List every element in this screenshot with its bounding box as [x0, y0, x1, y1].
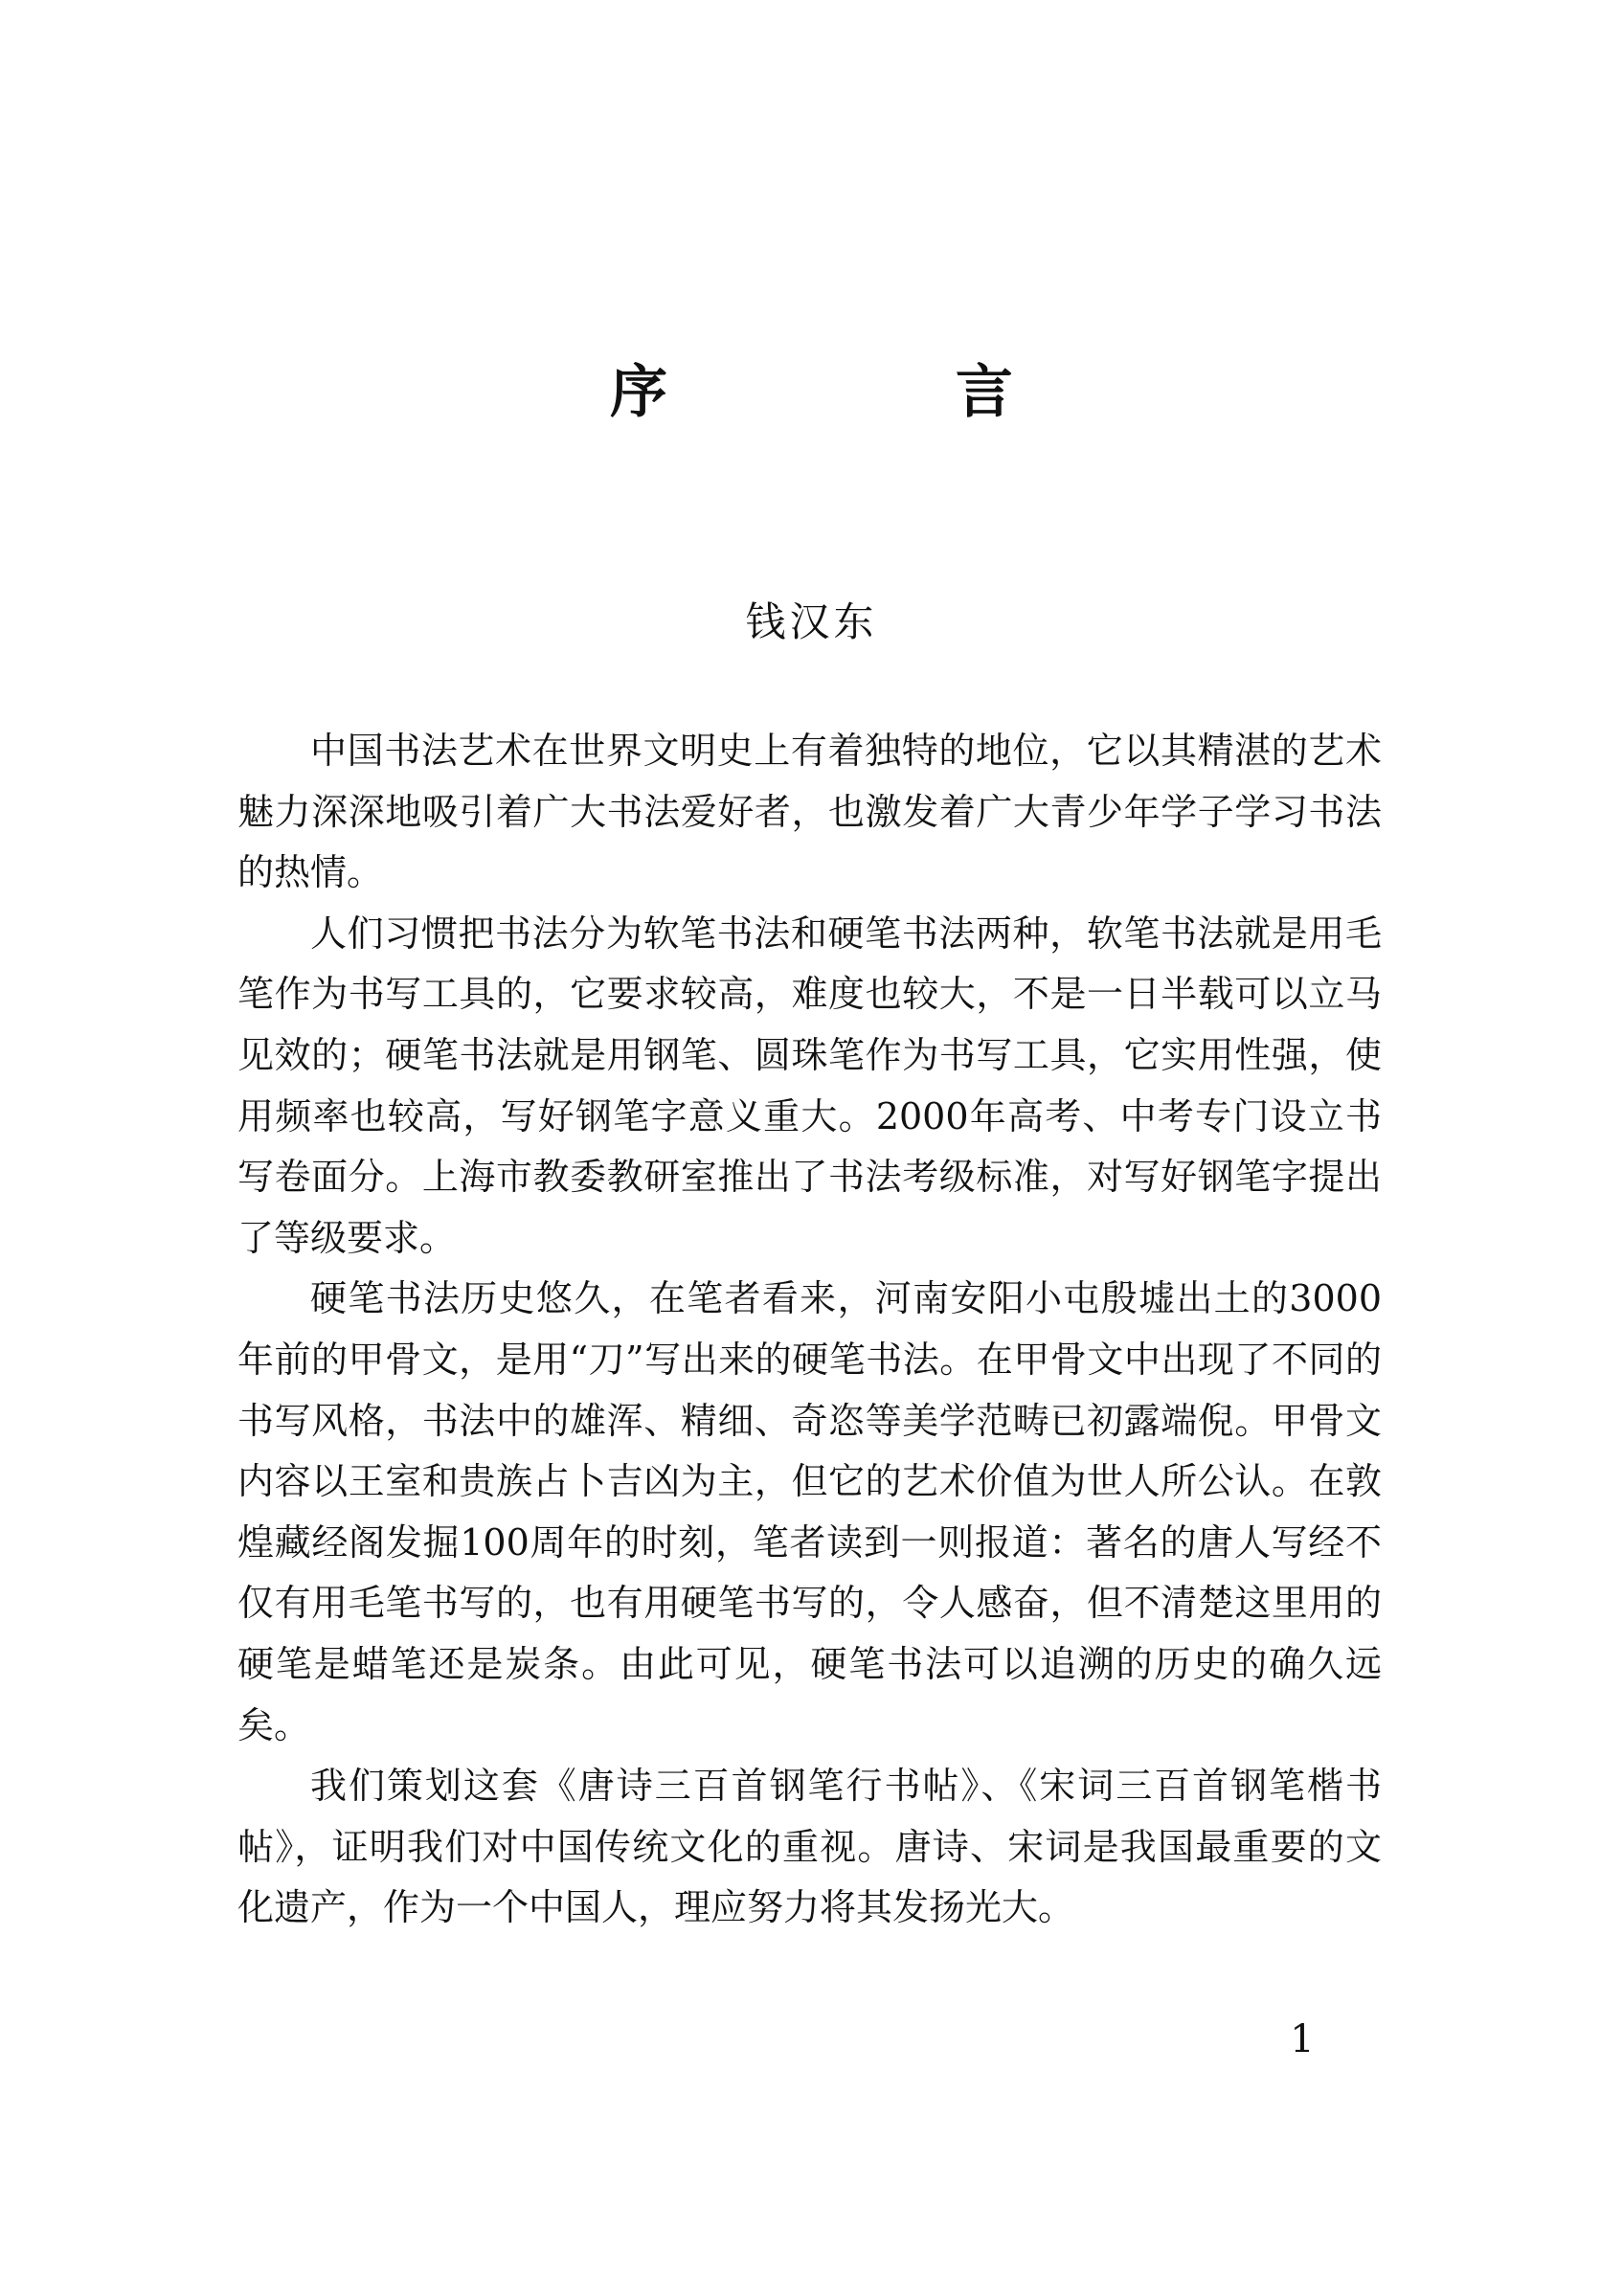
page-number: 1 — [1290, 2017, 1315, 2061]
paragraph: 人们习惯把书法分为软笔书法和硬笔书法两种，软笔书法就是用毛笔作为书写工具的，它要求较高，难度也较大，不是一日半载可以立马见效的；硬笔书法就是用钢笔、圆珠笔作为书写工具，它实用性强，使用频率也较高，写好钢笔字意义重大。2000年高考、中考专门设立书写卷面分。上海市教委教研室推出了书法考级标准，对写好钢笔字提出了等级要求。 — [237, 912, 1382, 1259]
body-text — [237, 721, 1382, 1939]
paragraph: 硬笔书法历史悠久，在笔者看来，河南安阳小屯殷墟出土的3000年前的甲骨文，是用“刀”写出来的硬笔书法。在甲骨文中出现了不同的书写风格，书法中的雄浑、精细、奇恣等美学范畴已初露端倪。甲骨文内容以王室和贵族占卜吉凶为主，但它的艺术价值为世人所公认。在敦煌藏经阁发掘100周年的时刻，笔者读到一则报道：著名的唐人写经不仅有用毛笔书写的，也有用硬笔书写的，令人感奋，但不清楚这里用的硬笔是蜡笔还是炭条。由此可见，硬笔书法可以追溯的历史的确久远矣。 — [237, 1277, 1382, 1746]
paragraph: 我们策划这套《唐诗三百首钢笔行书帖》、《宋词三百首钢笔楷书帖》，证明我们对中国传统文化的重视。唐诗、宋词是我国最重要的文化遗产，作为一个中国人，理应努力将其发扬光大。 — [237, 1765, 1382, 1929]
paragraph: 中国书法艺术在世界文明史上有着独特的地位，它以其精湛的艺术魅力深深地吸引着广大书法爱好者，也激发着广大青少年学子学习书法的热情。 — [237, 730, 1382, 894]
page-title: 序 言 — [610, 359, 1147, 426]
author-name: 钱汉东 — [745, 598, 878, 645]
